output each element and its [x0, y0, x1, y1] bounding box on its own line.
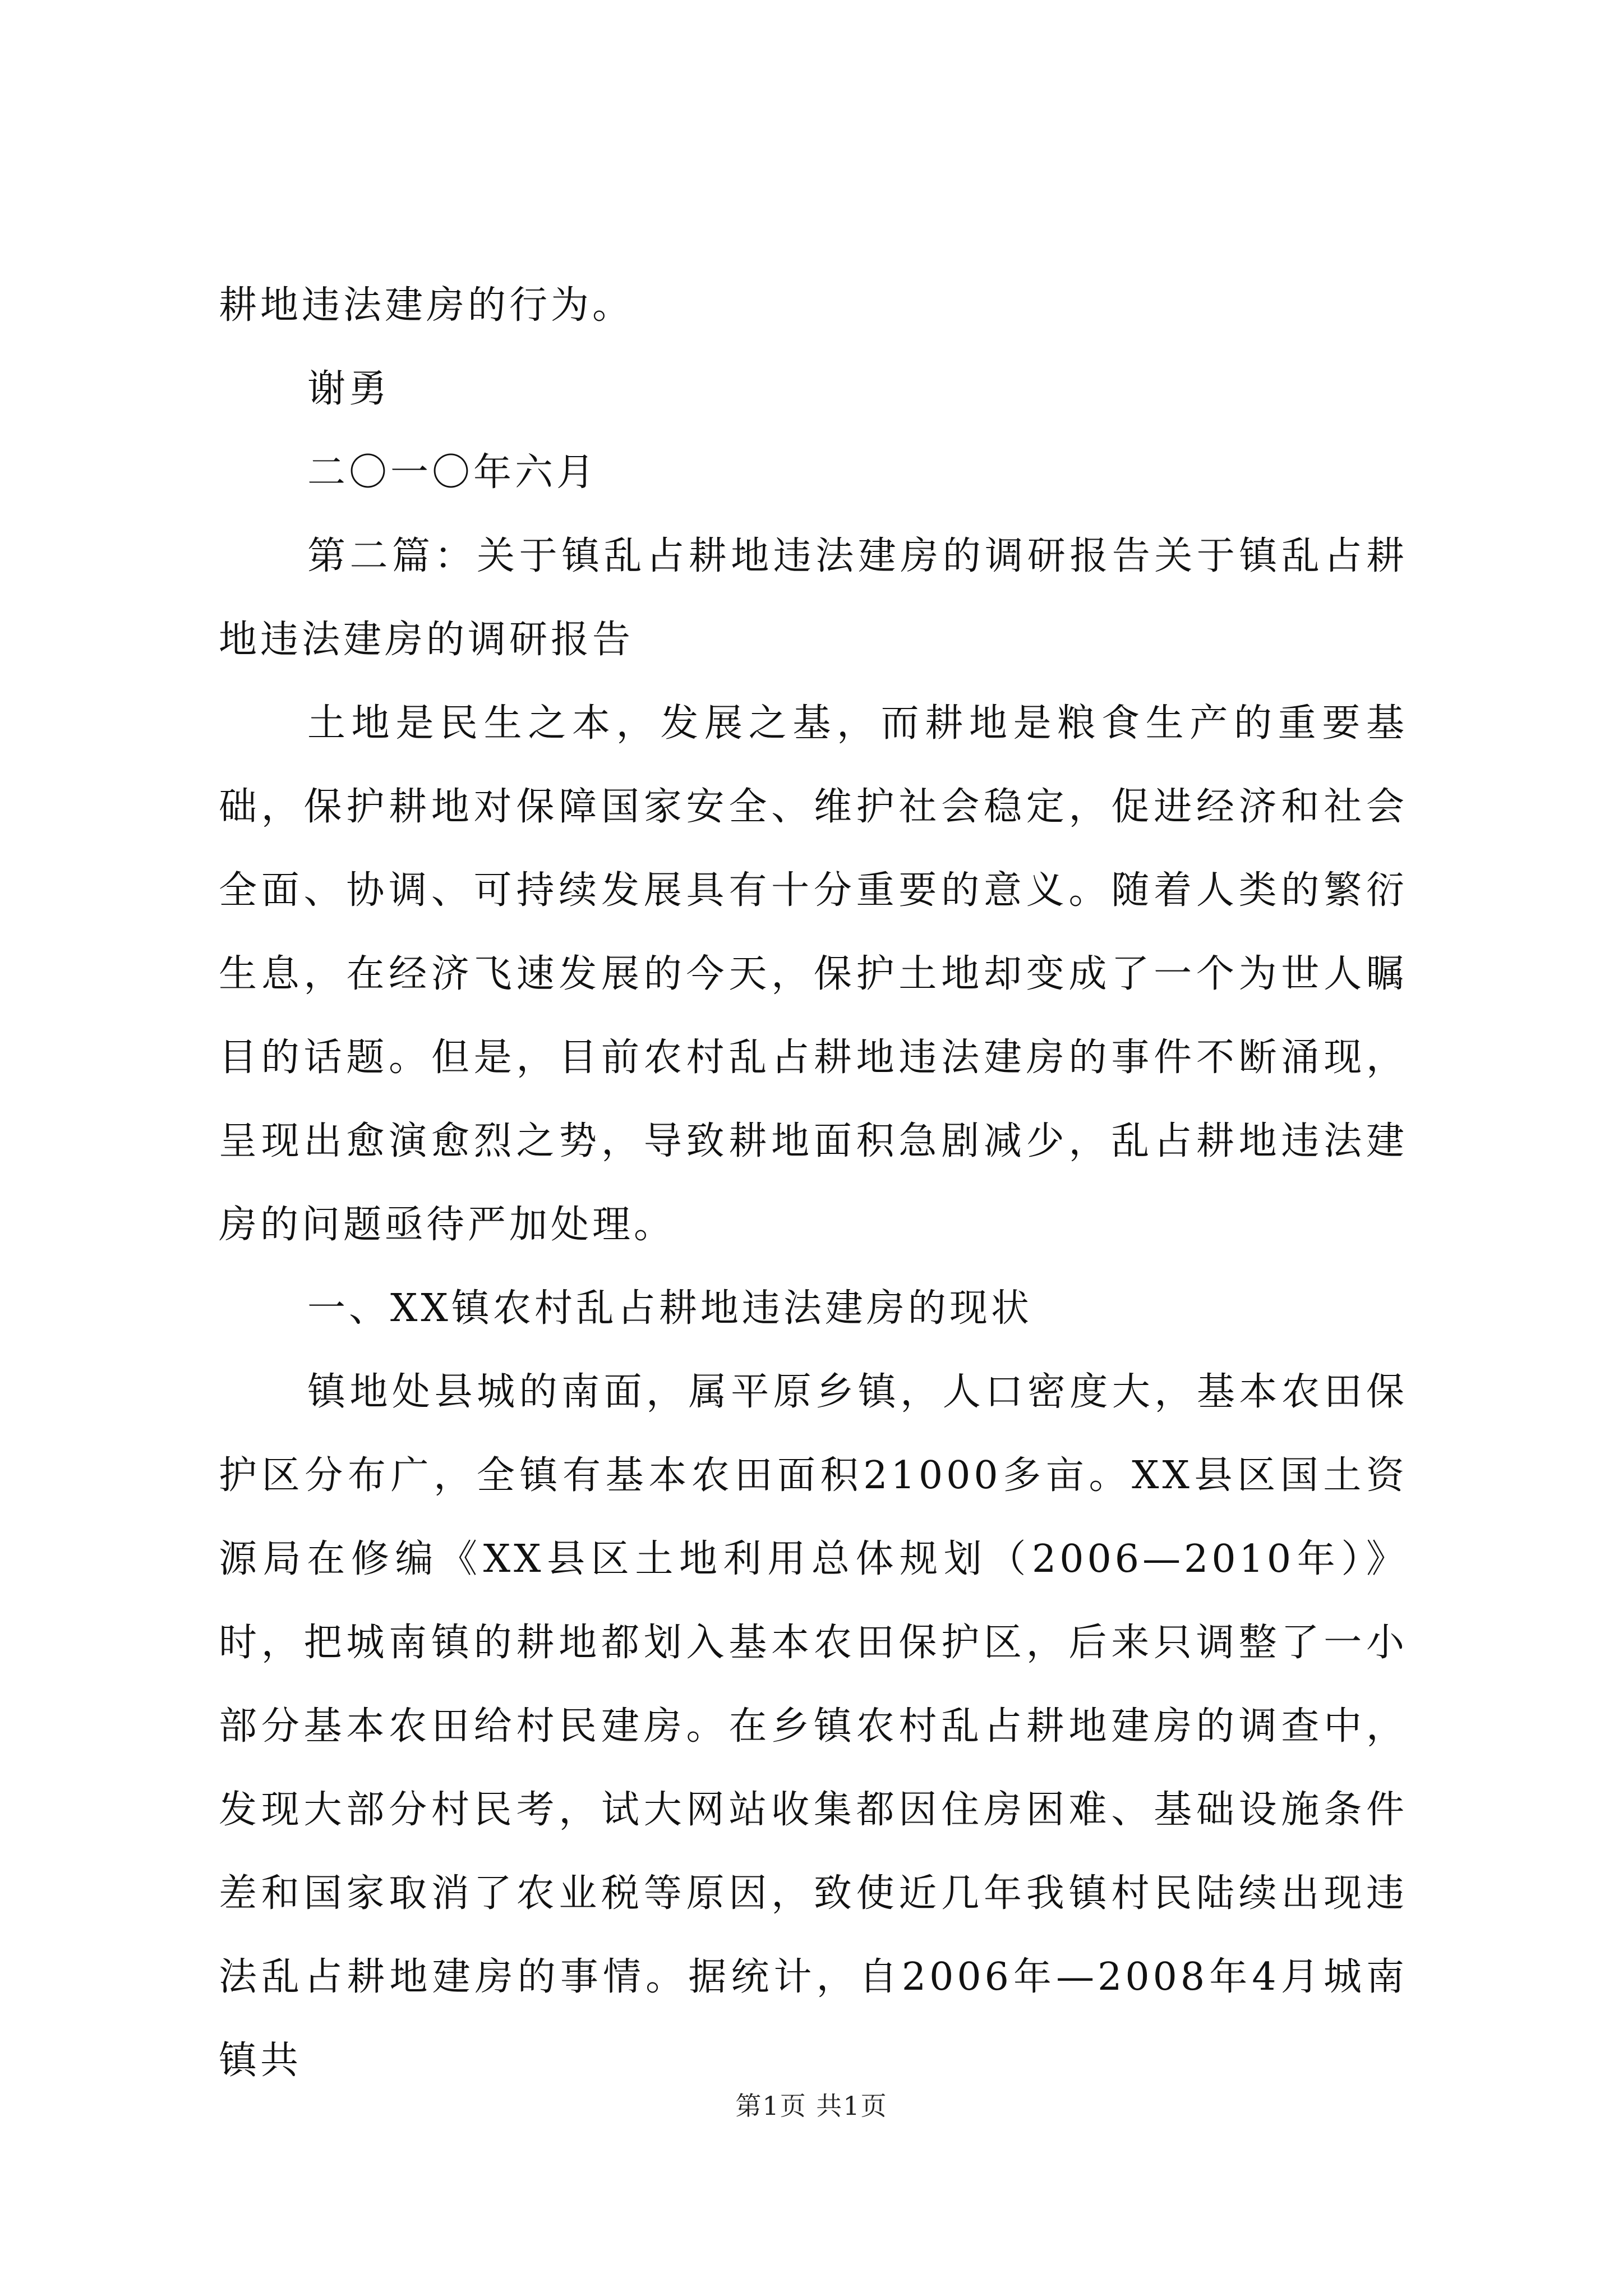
- paragraph-status: 镇地处县城的南面，属平原乡镇，人口密度大，基本农田保护区分布广，全镇有基本农田面积21000多亩。XX县区国土资源局在修编《XX县区土地利用总体规划（2006—2010年）》时，把城南镇的耕地都划入基本农田保护区，后来只调整了一小部分基本农田给村民建房。在乡镇农村乱占耕地建房的调查中，发现大部分村民考，试大网站收集都因住房困难、基础设施条件差和国家取消了农业税等原因，致使近几年我镇村民陆续出现违法乱占耕地建房的事情。据统计，自2006年—2008年4月城南镇共: [219, 1370, 1408, 2083]
- signature-date: 二〇一〇年六月: [307, 450, 598, 495]
- document-body: [219, 264, 1408, 2102]
- section-title: 第二篇：关于镇乱占耕地违法建房的调研报告关于镇乱占耕地违法建房的调研报告: [219, 534, 1408, 662]
- page-footer: 第1页 共1页: [735, 2091, 888, 2121]
- section-heading: 一、XX镇农村乱占耕地违法建房的现状: [307, 1286, 1032, 1331]
- signature-name: 谢勇: [307, 367, 391, 411]
- paragraph-continuation: 耕地违法建房的行为。: [219, 283, 634, 328]
- paragraph-intro: 土地是民生之本，发展之基，而耕地是粮食生产的重要基础，保护耕地对保障国家安全、维护社会稳定，促进经济和社会全面、协调、可持续发展具有十分重要的意义。随着人类的繁衍生息，在经济飞速发展的今天，保护土地却变成了一个为世人瞩目的话题。但是，目前农村乱占耕地违法建房的事件不断涌现，呈现出愈演愈烈之势，导致耕地面积急剧减少，乱占耕地违法建房的问题亟待严加处理。: [219, 701, 1408, 1247]
